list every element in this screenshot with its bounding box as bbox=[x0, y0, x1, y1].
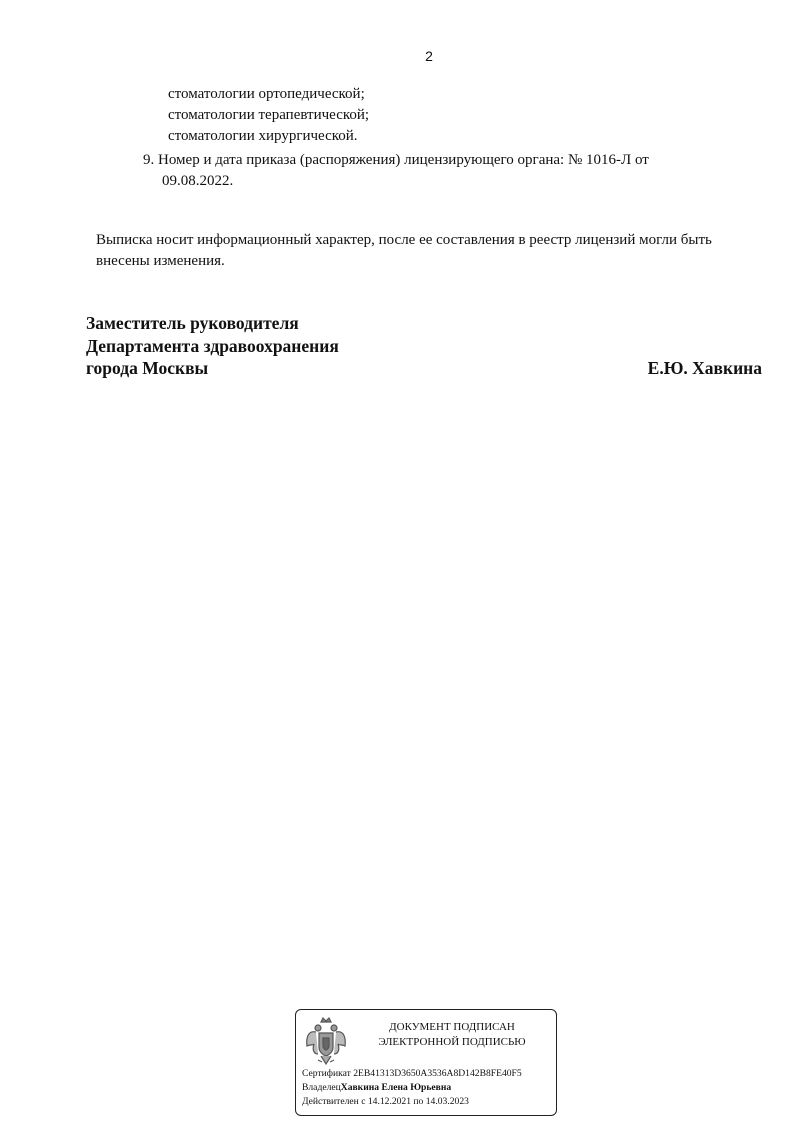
validity-line: Действителен с 14.12.2021 по 14.03.2023 bbox=[302, 1096, 469, 1107]
page-number: 2 bbox=[425, 48, 433, 64]
signer-position-line-3: города Москвы bbox=[86, 358, 209, 378]
list-item: стоматологии терапевтической; bbox=[168, 107, 370, 123]
owner-line bbox=[302, 1081, 522, 1095]
list-item: стоматологии хирургической. bbox=[168, 128, 358, 144]
owner-label: Владелец bbox=[302, 1082, 341, 1093]
order-line-2: 09.08.2022. bbox=[162, 173, 234, 189]
specialty-list bbox=[168, 84, 369, 147]
signer-name: Е.Ю. Хавкина bbox=[647, 358, 762, 378]
coat-of-arms-icon bbox=[304, 1016, 348, 1070]
certificate-value: 2EB41313D3650A3536A8D142B8FE40F5 bbox=[353, 1068, 522, 1079]
stamp-title-line-1: ДОКУМЕНТ ПОДПИСАН bbox=[389, 1021, 515, 1033]
signer-position-line-1: Заместитель руководителя bbox=[86, 313, 299, 333]
stamp-title-line-2: ЭЛЕКТРОННОЙ ПОДПИСЬЮ bbox=[378, 1036, 526, 1048]
electronic-signature-stamp bbox=[295, 1009, 557, 1116]
stamp-details bbox=[302, 1067, 522, 1109]
list-item: стоматологии ортопедической; bbox=[168, 86, 365, 102]
owner-value: Хавкина Елена Юрьевна bbox=[340, 1082, 452, 1093]
note-line-1: Выписка носит информационный характер, после ее составления в реестр лицензий могли быть bbox=[96, 232, 712, 248]
certificate-label: Сертификат bbox=[302, 1068, 351, 1079]
informational-note bbox=[96, 230, 776, 272]
stamp-title bbox=[354, 1020, 550, 1050]
note-line-2: внесены изменения. bbox=[96, 253, 225, 269]
order-line-1: 9. Номер и дата приказа (распоряжения) лицензирующего органа: № 1016-Л от bbox=[143, 152, 649, 168]
certificate-line bbox=[302, 1067, 522, 1081]
signer-position-line-2: Департамента здравоохранения bbox=[86, 335, 339, 356]
order-item bbox=[143, 150, 723, 192]
signer-position bbox=[86, 312, 339, 380]
